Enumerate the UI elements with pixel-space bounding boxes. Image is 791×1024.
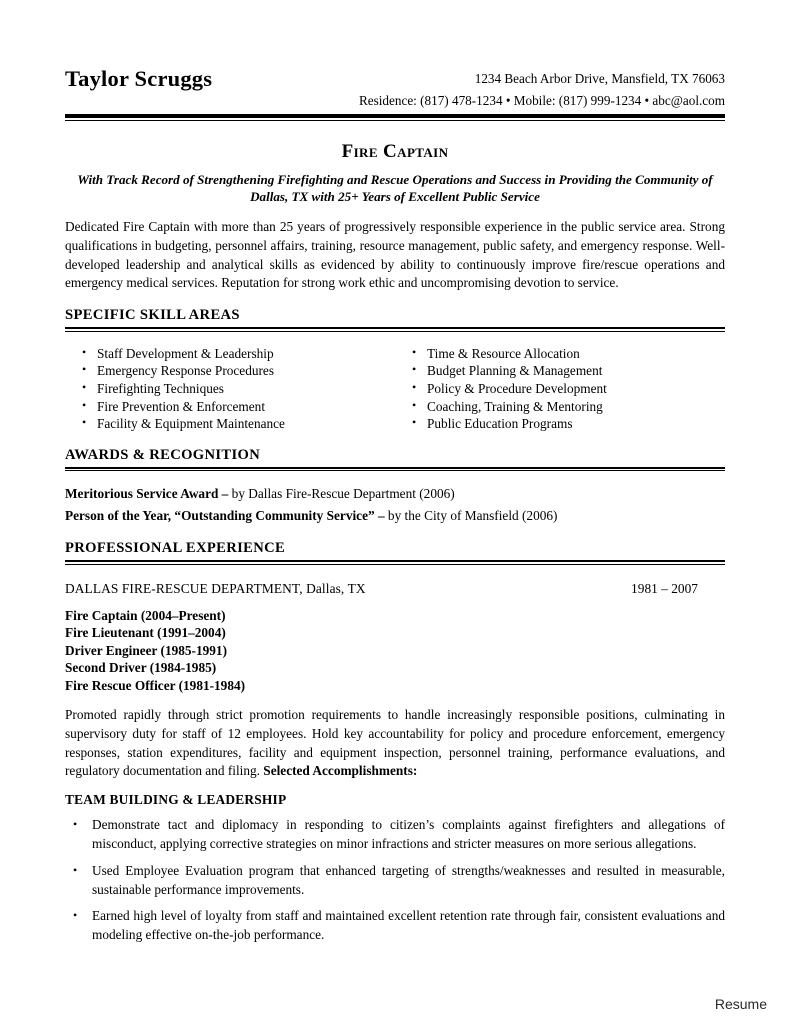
bullet-icon: • bbox=[412, 415, 417, 430]
role-list bbox=[65, 607, 725, 694]
experience-paragraph-text: Promoted rapidly through strict promotion requirements to handle increasingly responsible positions, culminating in supervisory duty for staff of 12 employees. Hold key accountability for policy and procedure enforcement, emergency responses, station expenditures, facility and equipment inspection, personnel training, performance evaluations, and regulatory documentation and filing. bbox=[65, 706, 725, 779]
award-title: Meritorious Service Award – bbox=[65, 486, 229, 502]
bullet-icon: • bbox=[82, 344, 87, 359]
list-item bbox=[65, 362, 395, 380]
accomplishment-text: Used Employee Evaluation program that enhanced targeting of strengths/weaknesses and resulted in measurable, sustainable performance improvements. bbox=[92, 862, 725, 897]
list-item bbox=[65, 398, 395, 416]
job-title: Fire Captain bbox=[341, 141, 449, 162]
contact-block bbox=[359, 62, 725, 112]
bullet-icon: • bbox=[412, 397, 417, 412]
subsection-title-team-building: TEAM BUILDING & LEADERSHIP bbox=[65, 792, 287, 808]
award-detail: by the City of Mansfield (2006) bbox=[384, 507, 558, 523]
bullet-icon: • bbox=[82, 397, 87, 412]
accomplishment-text: Earned high level of loyalty from staff and maintained excellent retention rate through fair, consistent evaluations and modeling effective on-the-job performance. bbox=[92, 908, 725, 943]
section-title-awards: AWARDS & RECOGNITION bbox=[65, 446, 261, 463]
employment-dates: 1981 – 2007 bbox=[631, 580, 698, 596]
list-item bbox=[395, 380, 725, 398]
resume-header bbox=[65, 62, 725, 110]
list-item bbox=[65, 907, 725, 945]
award-detail: by Dallas Fire-Rescue Department (2006) bbox=[228, 486, 455, 502]
list-item bbox=[65, 380, 395, 398]
skills-divider bbox=[65, 327, 725, 332]
list-item bbox=[65, 816, 725, 854]
role-item: Second Driver (1984-1985) bbox=[65, 660, 217, 676]
section-specific-skill-areas bbox=[65, 307, 725, 433]
employer-name: DALLAS FIRE-RESCUE DEPARTMENT, Dallas, TX bbox=[65, 580, 366, 596]
experience-paragraph bbox=[65, 706, 725, 781]
footer-label: Resume bbox=[714, 996, 767, 1012]
skills-list-left bbox=[65, 345, 395, 433]
list-item bbox=[395, 398, 725, 416]
skills-column-right bbox=[395, 345, 725, 433]
contact-phone-email: Residence: (817) 478-1234 • Mobile: (817) 999-1234 • abc@aol.com bbox=[358, 93, 725, 108]
bullet-icon: • bbox=[412, 362, 417, 377]
accomplishments-list bbox=[65, 816, 725, 945]
section-professional-experience bbox=[65, 540, 725, 945]
experience-divider bbox=[65, 560, 725, 565]
section-title-skills: SPECIFIC SKILL AREAS bbox=[65, 307, 240, 324]
experience-header bbox=[65, 581, 725, 597]
award-title: Person of the Year, “Outstanding Community Service” – bbox=[65, 507, 385, 523]
section-title-experience: PROFESSIONAL EXPERIENCE bbox=[65, 540, 286, 557]
role-item: Fire Rescue Officer (1981-1984) bbox=[65, 677, 246, 693]
bullet-icon: • bbox=[73, 908, 78, 923]
accomplishment-text: Demonstrate tact and diplomacy in responding to citizen’s complaints against firefighters and allegations of misconduct, applying corrective strategies on minor infractions and stricter measures on more serious allegations. bbox=[92, 817, 725, 851]
summary-paragraph: Dedicated Fire Captain with more than 25 years of progressively responsible experience in the public service area. Strong qualifications in budgeting, personnel affairs, training, resource management, public safety, and emergency response. Well-developed leadership and analytical skills as evidenced by ability to continuously improve fire/rescue operations and emergency medical services. Reputation for strong work ethic and uncompromising devotion to service. bbox=[65, 219, 725, 291]
role-item: Fire Captain (2004–Present) bbox=[65, 607, 226, 623]
skill-label: Emergency Response Procedures bbox=[97, 363, 274, 379]
resume-content bbox=[65, 62, 725, 953]
skill-label: Facility & Equipment Maintenance bbox=[97, 416, 285, 432]
skill-label: Staff Development & Leadership bbox=[97, 345, 274, 361]
role-item: Driver Engineer (1985-1991) bbox=[65, 642, 227, 658]
bullet-icon: • bbox=[73, 862, 78, 877]
skill-label: Time & Resource Allocation bbox=[427, 345, 580, 361]
list-item bbox=[65, 345, 395, 363]
contact-address: 1234 Beach Arbor Drive, Mansfield, TX 76063 bbox=[474, 71, 725, 86]
list-item bbox=[65, 415, 395, 433]
skill-label: Policy & Procedure Development bbox=[427, 380, 607, 396]
list-item bbox=[395, 345, 725, 363]
tagline: With Track Record of Strengthening Firefighting and Rescue Operations and Success in Providing the Community of Dallas, TX with 25+ Years of Excellent Public Service bbox=[77, 172, 713, 204]
selected-accomplishments-label: Selected Accomplishments: bbox=[263, 763, 418, 779]
list-item bbox=[65, 862, 725, 900]
skills-columns bbox=[65, 345, 725, 433]
header-divider bbox=[65, 114, 725, 121]
list-item bbox=[395, 362, 725, 380]
skill-label: Firefighting Techniques bbox=[97, 380, 224, 396]
bullet-icon: • bbox=[82, 415, 87, 430]
skills-list-right bbox=[395, 345, 725, 433]
skill-label: Public Education Programs bbox=[427, 416, 573, 432]
bullet-icon: • bbox=[82, 362, 87, 377]
bullet-icon: • bbox=[412, 344, 417, 359]
award-entry bbox=[65, 483, 725, 505]
section-awards-recognition bbox=[65, 447, 725, 527]
skill-label: Fire Prevention & Enforcement bbox=[97, 398, 266, 414]
bullet-icon: • bbox=[73, 817, 78, 832]
skill-label: Budget Planning & Management bbox=[427, 363, 603, 379]
award-entry bbox=[65, 505, 725, 527]
awards-divider bbox=[65, 467, 725, 472]
skills-column-left bbox=[65, 345, 395, 433]
candidate-name: Taylor Scruggs bbox=[65, 66, 213, 91]
bullet-icon: • bbox=[82, 379, 87, 394]
bullet-icon: • bbox=[412, 379, 417, 394]
list-item bbox=[395, 415, 725, 433]
role-item: Fire Lieutenant (1991–2004) bbox=[65, 625, 226, 641]
awards-list bbox=[65, 483, 725, 526]
skill-label: Coaching, Training & Mentoring bbox=[427, 398, 603, 414]
